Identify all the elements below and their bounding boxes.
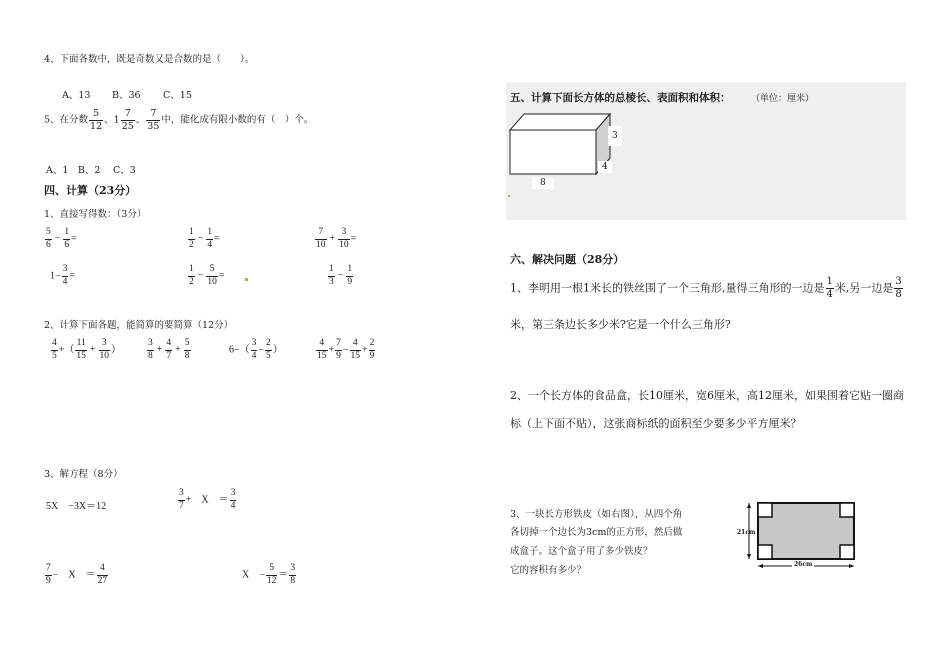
fraction: $\frac{5}{12}$ xyxy=(90,108,103,132)
section-5-title: 五、计算下面长方体的总棱长、表面积和体积： xyxy=(510,92,731,104)
equation-1: 5X −3X＝12 xyxy=(46,501,107,512)
cuboid-width-label: 4 xyxy=(598,161,612,173)
sheet-length-label: 26cm xyxy=(794,561,813,568)
subquestion-2: 2、计算下面各题，能简算的要简算（12分） xyxy=(44,320,234,331)
sheet-width-label: 21cm xyxy=(737,529,756,536)
oral-calc: $\frac{1}{2}$ − $\frac{5}{10}$ = xyxy=(189,264,225,287)
q4-option-b: B、36 xyxy=(112,90,141,101)
oral-calc: $\frac{7}{10}$ + $\frac{3}{10}$ = xyxy=(316,227,357,250)
problem-3-line-3: 成盒子。这个盒子用了多少铁皮？ xyxy=(510,546,653,557)
problem-2: 2、一个长方体的食品盒，长10厘米，宽6厘米，高12厘米，如果围着它贴一圈商 xyxy=(510,389,904,402)
oral-calc: $\frac{1}{3}$ − $\frac{1}{9}$ xyxy=(329,264,353,287)
problem-1-line-2: 米，第三条边长多少米?它是一个什么三角形? xyxy=(510,318,731,331)
section-5-unit: （单位：厘米） xyxy=(751,94,815,104)
calc-expression-2: $\frac{3}{8}$ + $\frac{4}{7}$ + $\frac{5}{8}$ xyxy=(148,338,190,361)
q4-option-c: C、15 xyxy=(163,90,192,101)
fraction: $\frac{7}{35}$ xyxy=(147,108,160,132)
fraction: $\frac{7}{25}$ xyxy=(121,108,134,132)
cuboid-length-label: 8 xyxy=(532,177,554,189)
problem-3-line-4: 它的容积有多少？ xyxy=(510,565,587,576)
oral-calc: $\frac{1}{2}$ − $\frac{1}{4}$ = xyxy=(189,227,220,250)
problem-3-line-2: 各切掉一个边长为3cm的正方形，然后做 xyxy=(510,527,683,538)
q5-options: A、1 B、2 C、3 xyxy=(46,165,136,176)
subquestion-1: 1、直接写得数：（3分） xyxy=(44,209,147,220)
problem-2-line-2: 标（上下面不贴），这张商标纸的面积至少要多少平方厘米？ xyxy=(510,417,802,430)
marker-dot xyxy=(508,195,510,197)
question-5: 5、在分数 $\frac{5}{12}$ 、1 $\frac{7}{25}$ 、 $\frac{7}{35}$ 中，能化成有限小数的有（ ）个。 xyxy=(44,108,314,132)
section-6-title: 六、解决问题（28分） xyxy=(510,253,625,266)
problem-3: 3、一块长方形铁皮（如右图），从四个角 xyxy=(510,509,683,520)
oral-calc: $\frac{5}{6}$ − $\frac{1}{6}$ = xyxy=(46,227,77,250)
oral-calc: 1− $\frac{3}{4}$ = xyxy=(50,264,76,287)
section-4-title: 四、计算（23分） xyxy=(44,184,137,197)
calc-expression-4: $\frac{4}{15}$ + $\frac{7}{9}$ − $\frac{4}{15}$ + $\frac{2}{9}$ xyxy=(317,338,375,361)
cuboid-height-label: 3 xyxy=(608,126,622,146)
equation-2: $\frac{3}{7}$ + X ＝ $\frac{3}{4}$ xyxy=(179,488,236,511)
calc-expression-1: $\frac{4}{5}$ +（ $\frac{11}{15}$ + $\frac{3}{10}$ ） xyxy=(52,338,122,361)
subquestion-3: 3、解方程（8分） xyxy=(44,469,123,480)
problem-1: 1、李明用一根1米长的铁丝围了一个三角形,量得三角形的一边是 $\frac{1}{4}$ 米,另一边是 $\frac{3}{8}$ xyxy=(510,276,902,300)
equation-3: $\frac{7}{9}$ − X ＝ $\frac{4}{27}$ xyxy=(46,563,108,586)
question-4: 4、下面各数中，既是奇数又是合数的是（ ）。 xyxy=(44,54,255,65)
section-5-panel xyxy=(506,82,906,220)
equation-4: X − $\frac{5}{12}$ ＝ $\frac{3}{8}$ xyxy=(242,563,296,586)
calc-expression-3: 6−（ $\frac{3}{4}$ − $\frac{2}{5}$ ） xyxy=(229,338,283,361)
q4-option-a: A、13 xyxy=(62,90,91,101)
marker-dot xyxy=(245,278,248,281)
